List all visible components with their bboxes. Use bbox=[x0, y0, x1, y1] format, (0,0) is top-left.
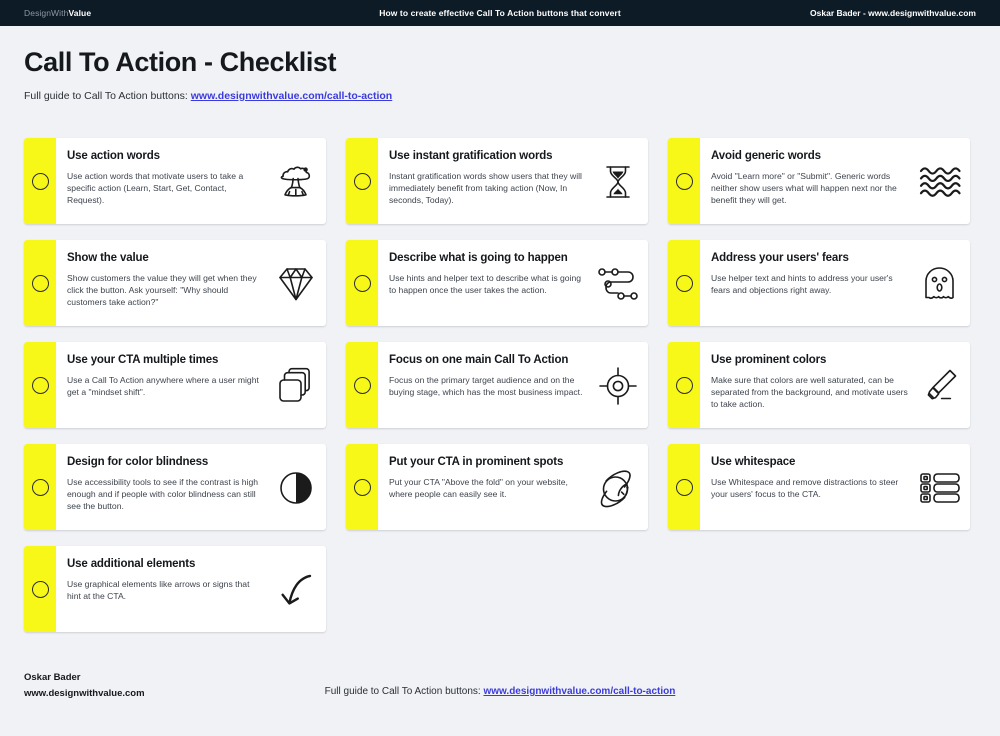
card-title: Use action words bbox=[67, 150, 160, 162]
card-text bbox=[67, 150, 270, 206]
card-description: Put your CTA "Above the fold" on your website, where people can easily see it. bbox=[389, 476, 568, 499]
page-header bbox=[24, 48, 392, 102]
card-description: Use helper text and hints to address your user's fears and objections right away. bbox=[711, 272, 893, 295]
card-body bbox=[378, 138, 648, 224]
card-text bbox=[711, 354, 914, 410]
top-bar bbox=[0, 0, 1000, 26]
header-subline-prefix: Full guide to Call To Action buttons: bbox=[24, 89, 191, 102]
card-body bbox=[56, 444, 326, 530]
card-description: Make sure that colors are well saturated, can be separated from the background, and motivate users to take action. bbox=[711, 374, 908, 410]
checkbox-icon[interactable] bbox=[676, 275, 693, 292]
checklist-card[interactable] bbox=[346, 342, 648, 428]
card-text bbox=[711, 456, 914, 500]
planet-rocket-icon bbox=[592, 456, 644, 520]
card-title: Use whitespace bbox=[711, 456, 796, 468]
checklist-grid bbox=[24, 138, 970, 632]
curved-arrow-icon bbox=[270, 558, 322, 622]
card-check-strip[interactable] bbox=[24, 138, 56, 224]
card-check-strip[interactable] bbox=[668, 444, 700, 530]
checklist-card[interactable] bbox=[346, 138, 648, 224]
card-description: Use action words that motivate users to take a specific action (Learn, Start, Get, Contact, Request). bbox=[67, 170, 244, 206]
contrast-icon bbox=[270, 456, 322, 520]
checklist-card[interactable] bbox=[346, 240, 648, 326]
checklist-card[interactable] bbox=[668, 444, 970, 530]
header-subline bbox=[24, 90, 392, 102]
brand-logo-light: DesignWith bbox=[24, 8, 69, 18]
card-text bbox=[67, 252, 270, 308]
highlighter-icon bbox=[914, 354, 966, 418]
checkbox-icon[interactable] bbox=[32, 479, 49, 496]
card-body bbox=[378, 342, 648, 428]
card-title: Use additional elements bbox=[67, 558, 196, 570]
checklist-card[interactable] bbox=[24, 342, 326, 428]
top-bar-headline: How to create effective Call To Action buttons that convert bbox=[379, 8, 621, 18]
card-body bbox=[378, 240, 648, 326]
card-text bbox=[389, 354, 592, 398]
card-check-strip[interactable] bbox=[24, 546, 56, 632]
card-body bbox=[56, 342, 326, 428]
card-body bbox=[700, 342, 970, 428]
footer-author-site: www.designwithvalue.com bbox=[24, 687, 145, 699]
card-title: Use prominent colors bbox=[711, 354, 827, 366]
footer-guide-line bbox=[0, 686, 1000, 697]
checkbox-icon[interactable] bbox=[32, 581, 49, 598]
card-body bbox=[56, 546, 326, 632]
checklist-card[interactable] bbox=[668, 342, 970, 428]
card-check-strip[interactable] bbox=[24, 240, 56, 326]
checklist-card[interactable] bbox=[346, 444, 648, 530]
card-check-strip[interactable] bbox=[346, 240, 378, 326]
card-text bbox=[67, 558, 270, 602]
card-text bbox=[711, 252, 914, 296]
card-description: Use graphical elements like arrows or signs that hint at the CTA. bbox=[67, 578, 250, 601]
checklist-card[interactable] bbox=[24, 546, 326, 632]
card-text bbox=[711, 150, 914, 206]
footer-link-prefix: Full guide to Call To Action buttons: bbox=[324, 686, 484, 697]
checkbox-icon[interactable] bbox=[32, 275, 49, 292]
checkbox-icon[interactable] bbox=[354, 275, 371, 292]
card-text bbox=[389, 456, 592, 500]
header-guide-link[interactable]: www.designwithvalue.com/call-to-action bbox=[190, 89, 393, 102]
diamond-icon bbox=[270, 252, 322, 316]
stacked-layers-icon bbox=[270, 354, 322, 418]
card-description: Use a Call To Action anywhere where a user might get a "mindset shift". bbox=[67, 374, 259, 397]
card-text bbox=[389, 150, 592, 206]
checkbox-icon[interactable] bbox=[354, 479, 371, 496]
card-body bbox=[700, 444, 970, 530]
target-icon bbox=[592, 354, 644, 418]
card-title: Avoid generic words bbox=[711, 150, 821, 162]
card-title: Describe what is going to happen bbox=[389, 252, 568, 264]
card-description: Instant gratification words show users that they will immediately benefit from taking action (Now, In seconds, Today). bbox=[389, 170, 582, 206]
explosion-icon bbox=[270, 150, 322, 214]
card-check-strip[interactable] bbox=[668, 138, 700, 224]
checklist-card[interactable] bbox=[24, 138, 326, 224]
card-title: Focus on one main Call To Action bbox=[389, 354, 569, 366]
card-check-strip[interactable] bbox=[668, 342, 700, 428]
card-description: Use accessibility tools to see if the contrast is high enough and if people with color blindness can still see the button. bbox=[67, 476, 259, 512]
card-check-strip[interactable] bbox=[346, 342, 378, 428]
card-text bbox=[67, 456, 270, 512]
footer-author-name: Oskar Bader bbox=[24, 672, 81, 683]
checkbox-icon[interactable] bbox=[354, 377, 371, 394]
card-body bbox=[378, 444, 648, 530]
card-title: Use your CTA multiple times bbox=[67, 354, 219, 366]
ghost-icon bbox=[914, 252, 966, 316]
footer-guide-link[interactable]: www.designwithvalue.com/call-to-action bbox=[483, 686, 676, 697]
checkbox-icon[interactable] bbox=[676, 377, 693, 394]
card-title: Design for color blindness bbox=[67, 456, 209, 468]
card-check-strip[interactable] bbox=[346, 444, 378, 530]
card-body bbox=[700, 138, 970, 224]
card-title: Put your CTA in prominent spots bbox=[389, 456, 564, 468]
card-check-strip[interactable] bbox=[346, 138, 378, 224]
checkbox-icon[interactable] bbox=[676, 173, 693, 190]
card-text bbox=[389, 252, 592, 296]
top-bar-author: Oskar Bader - www.designwithvalue.com bbox=[810, 8, 976, 18]
checklist-card[interactable] bbox=[24, 444, 326, 530]
card-body bbox=[56, 138, 326, 224]
card-title: Use instant gratification words bbox=[389, 150, 553, 162]
card-text bbox=[67, 354, 270, 398]
page-title: Call To Action - Checklist bbox=[24, 47, 337, 77]
hourglass-icon bbox=[592, 150, 644, 214]
page-footer bbox=[0, 656, 1000, 736]
flow-nodes-icon bbox=[592, 252, 644, 316]
card-description: Use Whitespace and remove distractions to steer your users' focus to the CTA. bbox=[711, 476, 899, 499]
card-description: Show customers the value they will get when they click the button. Ask yourself: "Why should customers take action?" bbox=[67, 272, 257, 308]
layout-list-icon bbox=[914, 456, 966, 520]
card-check-strip[interactable] bbox=[24, 342, 56, 428]
checkbox-icon[interactable] bbox=[676, 479, 693, 496]
card-body bbox=[700, 240, 970, 326]
checklist-card[interactable] bbox=[668, 138, 970, 224]
checkbox-icon[interactable] bbox=[354, 173, 371, 190]
brand-logo-bold: Value bbox=[68, 8, 92, 18]
card-body bbox=[56, 240, 326, 326]
checkbox-icon[interactable] bbox=[32, 377, 49, 394]
checklist-card[interactable] bbox=[668, 240, 970, 326]
checklist-card[interactable] bbox=[24, 240, 326, 326]
card-description: Use hints and helper text to describe what is going to happen once the user takes the action. bbox=[389, 272, 582, 295]
card-check-strip[interactable] bbox=[668, 240, 700, 326]
card-title: Show the value bbox=[67, 252, 149, 264]
waves-icon bbox=[914, 150, 966, 214]
brand-logo bbox=[24, 8, 91, 18]
checkbox-icon[interactable] bbox=[32, 173, 49, 190]
card-check-strip[interactable] bbox=[24, 444, 56, 530]
card-description: Focus on the primary target audience and on the buying stage, which has the most business impact. bbox=[389, 374, 583, 397]
card-title: Address your users' fears bbox=[711, 252, 849, 264]
card-description: Avoid "Learn more" or "Submit". Generic words neither show users what will happen next nor the benefit they will get. bbox=[711, 170, 897, 206]
